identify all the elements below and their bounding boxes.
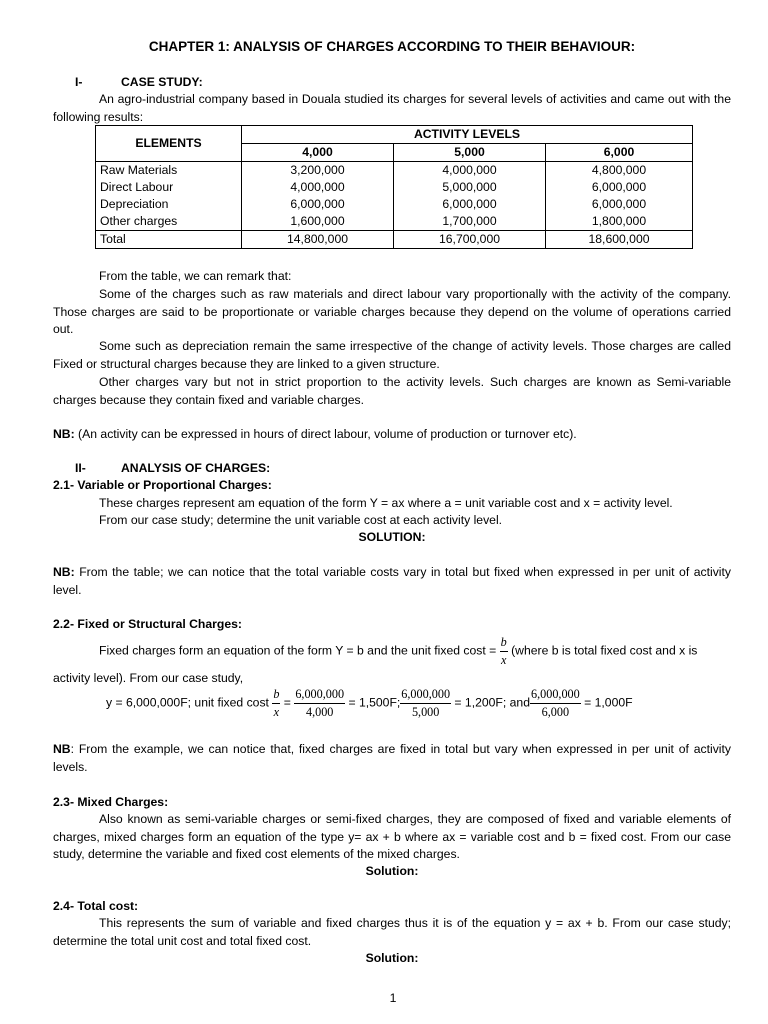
- fixed-equation-text: Fixed charges form an equation of the form Y = b and the unit fixed cost =: [99, 643, 500, 658]
- nb-fixed: [53, 741, 731, 776]
- nb-label: NB:: [53, 427, 75, 441]
- table-row: [96, 213, 693, 231]
- section-1-number: I-: [75, 75, 83, 89]
- case-study-intro: An agro-industrial company based in Douala studied its charges for several levels of activities and came out with the following results:: [53, 92, 731, 124]
- section-2-number: II-: [75, 461, 86, 475]
- page-title: CHAPTER 1: ANALYSIS OF CHARGES ACCORDING TO THEIR BEHAVIOUR:: [148, 39, 636, 54]
- nb-activity: [53, 426, 731, 444]
- variable-question: From our case study; determine the unit variable cost at each activity level.: [99, 513, 503, 527]
- total-cost-text: This represents the sum of variable and fixed charges thus it is of the equation y = ax + b. From our case study; determine the total unit cost and total fixed cost.: [53, 916, 731, 948]
- result: = 1,500F;: [345, 695, 401, 710]
- denominator: x: [273, 705, 280, 719]
- cell-value: 1,600,000: [242, 213, 394, 231]
- variable-equation-text: These charges represent am equation of the form Y = ax where a = unit variable cost and x = activity level.: [99, 496, 673, 510]
- remark-variable: Some of the charges such as raw materials and direct labour vary proportionally with the activity of the company. Those charges are said to be proportionate or variable charges because they depend on the volume of operations carried out.: [53, 287, 731, 336]
- table-row: [96, 179, 693, 196]
- cell-value: 18,600,000: [546, 231, 693, 249]
- fraction-b-over-x: [500, 634, 508, 669]
- row-label: Other charges: [96, 213, 242, 231]
- heading-2-1: 2.1- Variable or Proportional Charges:: [53, 478, 272, 492]
- section-1-heading: CASE STUDY:: [121, 75, 203, 89]
- cell-value: 4,000,000: [242, 179, 394, 196]
- numerator: 6,000,000: [530, 686, 581, 704]
- nb-text: : From the example, we can notice that, fixed charges are fixed in total but vary when expressed in per unit of activity levels.: [53, 742, 731, 774]
- nb-variable: [53, 564, 731, 599]
- nb-label: NB:: [53, 565, 75, 579]
- level-header: 4,000: [242, 144, 394, 162]
- cell-value: 3,200,000: [242, 162, 394, 180]
- fraction-level-6000: [530, 686, 581, 721]
- elements-header: ELEMENTS: [96, 126, 242, 162]
- fixed-equation-line: [99, 634, 697, 669]
- table-row: [96, 162, 693, 180]
- fraction-level-5000: [400, 686, 451, 721]
- remark-semi-variable: Other charges vary but not in strict proportion to the activity levels. Such charges are known as Semi-variable charges because they contain fixed and variable charges.: [53, 375, 731, 407]
- activity-levels-header: ACTIVITY LEVELS: [242, 126, 693, 144]
- activity-table: [95, 125, 693, 249]
- fixed-equation-text-cont: (where b is total fixed cost and x is: [507, 643, 698, 658]
- heading-2-4: 2.4- Total cost:: [53, 899, 139, 913]
- cell-value: 16,700,000: [394, 231, 546, 249]
- result: = 1,200F; and: [451, 695, 530, 710]
- calc-text: y = 6,000,000F; unit fixed cost: [106, 695, 273, 710]
- solution-label: SOLUTION:: [358, 530, 426, 544]
- denominator: 5,000: [411, 705, 440, 719]
- numerator: 6,000,000: [294, 686, 345, 704]
- cell-value: 14,800,000: [242, 231, 394, 249]
- cell-value: 6,000,000: [546, 179, 693, 196]
- numerator: b: [272, 686, 280, 704]
- nb-text: From the table; we can notice that the total variable costs vary in total but fixed when expressed in per unit of activity level.: [53, 565, 731, 597]
- denominator: x: [500, 653, 507, 667]
- numerator: b: [500, 634, 508, 652]
- solution-label: Solution:: [365, 951, 419, 965]
- denominator: 4,000: [305, 705, 334, 719]
- solution-label: Solution:: [365, 864, 419, 878]
- cell-value: 6,000,000: [242, 196, 394, 213]
- row-label: Raw Materials: [96, 162, 242, 180]
- level-header: 6,000: [546, 144, 693, 162]
- nb-text: (An activity can be expressed in hours of direct labour, volume of production or turnover etc).: [74, 427, 577, 441]
- row-label: Depreciation: [96, 196, 242, 213]
- nb-label: NB: [53, 742, 71, 756]
- table-total-row: [96, 231, 693, 249]
- result: = 1,000F: [580, 695, 633, 710]
- cell-value: 1,800,000: [546, 213, 693, 231]
- cell-value: 5,000,000: [394, 179, 546, 196]
- row-label: Direct Labour: [96, 179, 242, 196]
- denominator: 6,000: [541, 705, 570, 719]
- cell-value: 6,000,000: [394, 196, 546, 213]
- page-number: 1: [389, 991, 397, 1005]
- fixed-equation-line-2: activity level). From our case study,: [53, 671, 244, 685]
- unit-fixed-cost-calculation: y = 6,000,000F; unit fixed cost $\frac{b}{x}$ = $\frac{6,000,000}{4,000}$ = 1,500F; $\frac{6,000,000}{5,000}$ = 1,200F; and $\frac{6,000,000}{6,000}$ = 1,000F: [106, 687, 633, 719]
- section-2-heading: ANALYSIS OF CHARGES:: [121, 461, 271, 475]
- row-label: Total: [96, 231, 242, 249]
- cell-value: 6,000,000: [546, 196, 693, 213]
- table-row: [96, 196, 693, 213]
- fraction-level-4000: [294, 686, 345, 721]
- level-header: 5,000: [394, 144, 546, 162]
- remark-intro: From the table, we can remark that:: [99, 269, 292, 283]
- numerator: 6,000,000: [400, 686, 451, 704]
- mixed-charges-text: Also known as semi-variable charges or semi-fixed charges, they are composed of fixed and variable elements of charges, mixed charges form an equation of the type y= ax + b where ax = variable cost and b = fixed cost. From our case study, determine the variable and fixed cost elements of the mixed charges.: [53, 812, 731, 861]
- heading-2-2: 2.2- Fixed or Structural Charges:: [53, 617, 242, 631]
- cell-value: 4,800,000: [546, 162, 693, 180]
- cell-value: 1,700,000: [394, 213, 546, 231]
- heading-2-3: 2.3- Mixed Charges:: [53, 795, 169, 809]
- cell-value: 4,000,000: [394, 162, 546, 180]
- remark-fixed: Some such as depreciation remain the same irrespective of the change of activity levels. Those charges are called Fixed or structural charges because they are linked to a given structure.: [53, 339, 731, 371]
